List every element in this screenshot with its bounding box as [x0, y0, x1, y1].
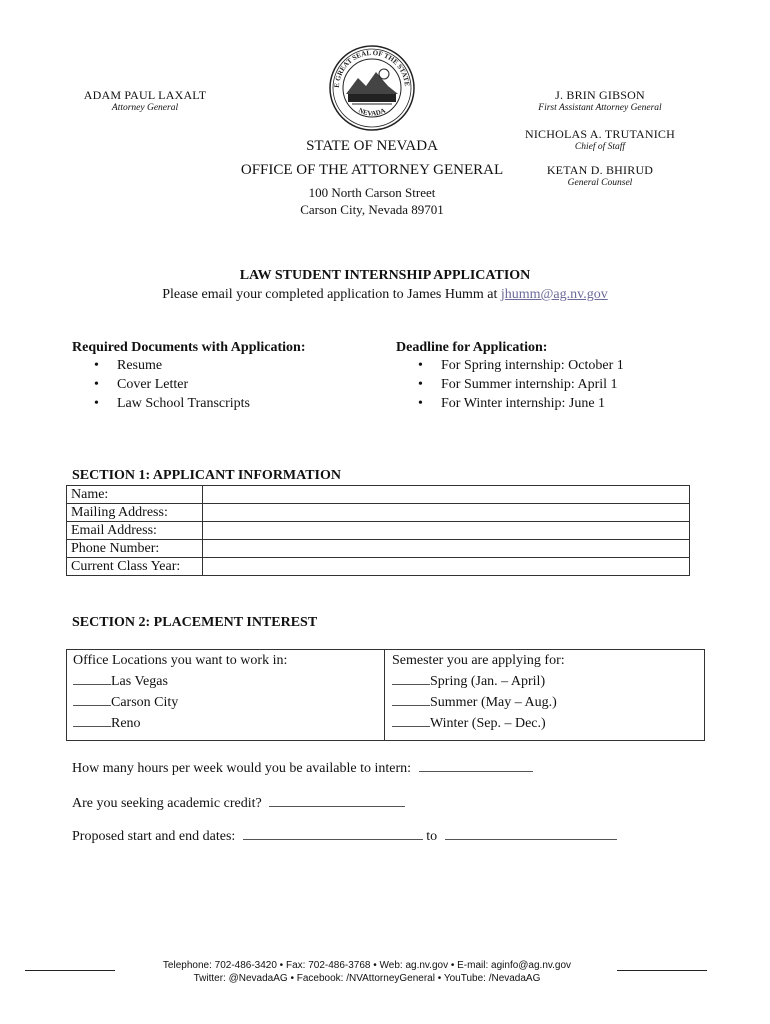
- general-counsel-name: KETAN D. BHIRUD: [546, 163, 654, 177]
- chief-of-staff-name: NICHOLAS A. TRUTANICH: [524, 127, 676, 141]
- office-option-carson-city[interactable]: Carson City: [73, 691, 378, 712]
- field-label: Email Address:: [67, 522, 203, 540]
- footer-contact-line: Telephone: 702-486-3420 • Fax: 702-486-3768 • Web: ag.nv.gov • E-mail: aginfo@ag.nv.gov: [162, 960, 572, 971]
- first-assistant-title: First Assistant Attorney General: [538, 103, 662, 113]
- field-label: Phone Number:: [67, 540, 203, 558]
- application-instruction: Please email your completed application to James Humm at: [162, 287, 498, 302]
- chief-of-staff-title: Chief of Staff: [574, 142, 626, 152]
- chief-of-staff-block: [520, 127, 680, 152]
- semester-option-winter[interactable]: Winter (Sep. – Dec.): [392, 712, 698, 733]
- general-counsel-block: [520, 163, 680, 188]
- semester-option-spring[interactable]: Spring (Jan. – April): [392, 670, 698, 691]
- deadline: [396, 340, 696, 413]
- semester-heading: Semester you are applying for:: [392, 653, 565, 668]
- placement-interest-box: [66, 649, 705, 741]
- footer-rule-right: [617, 970, 707, 971]
- hours-blank[interactable]: [419, 757, 533, 772]
- field-label: Mailing Address:: [67, 504, 203, 522]
- first-assistant-name: J. BRIN GIBSON: [555, 88, 645, 102]
- attorney-general-title: Attorney General: [111, 103, 179, 113]
- table-row: [67, 558, 690, 576]
- mailing-address-field[interactable]: [203, 504, 690, 522]
- footer-rule-left: [25, 970, 115, 971]
- list-item: • Law School Transcripts: [72, 394, 372, 413]
- address-line-2: Carson City, Nevada 89701: [300, 202, 444, 217]
- required-documents: [72, 340, 372, 413]
- list-item: • For Summer internship: April 1: [396, 375, 696, 394]
- svg-text:NEVADA: [357, 106, 387, 117]
- list-item: • For Spring internship: October 1: [396, 356, 696, 375]
- semester-column: [386, 650, 704, 740]
- address-line-1: 100 North Carson Street: [308, 185, 436, 200]
- dates-to-label: to: [426, 829, 438, 844]
- first-assistant-block: [520, 88, 680, 113]
- email-address-field[interactable]: [203, 522, 690, 540]
- phone-number-field[interactable]: [203, 540, 690, 558]
- credit-blank[interactable]: [269, 792, 405, 807]
- email-link[interactable]: jhumm@ag.nv.gov: [500, 287, 608, 302]
- application-title: LAW STUDENT INTERNSHIP APPLICATION: [239, 268, 531, 283]
- start-date-blank[interactable]: [243, 825, 423, 840]
- end-date-blank[interactable]: [445, 825, 617, 840]
- semester-option-summer[interactable]: Summer (May – Aug.): [392, 691, 698, 712]
- name-field[interactable]: [203, 486, 690, 504]
- field-label: Name:: [67, 486, 203, 504]
- credit-question-line: [72, 792, 405, 812]
- attorney-general-block: [70, 88, 220, 113]
- section1-heading: SECTION 1: APPLICANT INFORMATION: [72, 468, 342, 483]
- required-documents-heading: Required Documents with Application:: [72, 340, 306, 355]
- office-heading: OFFICE OF THE ATTORNEY GENERAL: [240, 162, 504, 178]
- attorney-general-name: ADAM PAUL LAXALT: [83, 88, 207, 102]
- application-instruction-line: [85, 287, 685, 303]
- table-row: [67, 486, 690, 504]
- applicant-info-table: [66, 485, 690, 576]
- table-row: [67, 522, 690, 540]
- office-locations-column: [67, 650, 385, 740]
- state-heading: STATE OF NEVADA: [306, 138, 438, 154]
- deadline-heading: Deadline for Application:: [396, 340, 548, 355]
- section2-heading: SECTION 2: PLACEMENT INTEREST: [72, 615, 318, 630]
- dates-question: Proposed start and end dates:: [72, 829, 236, 844]
- credit-question: Are you seeking academic credit?: [72, 796, 262, 811]
- footer-social-line: Twitter: @NevadaAG • Facebook: /NVAttorneyGeneral • YouTube: /NevadaAG: [193, 973, 541, 984]
- dates-question-line: [72, 825, 617, 845]
- list-item: • Resume: [72, 356, 372, 375]
- hours-question: How many hours per week would you be available to intern:: [72, 761, 412, 776]
- table-row: [67, 540, 690, 558]
- office-locations-heading: Office Locations you want to work in:: [73, 653, 288, 668]
- hours-question-line: [72, 757, 533, 777]
- list-item: • For Winter internship: June 1: [396, 394, 696, 413]
- class-year-field[interactable]: [203, 558, 690, 576]
- seal-ring-text: E GREAT SEAL OF THE STATE: [332, 48, 412, 88]
- office-option-las-vegas[interactable]: Las Vegas: [73, 670, 378, 691]
- state-seal: [328, 44, 416, 132]
- general-counsel-title: General Counsel: [567, 178, 633, 188]
- list-item: • Cover Letter: [72, 375, 372, 394]
- seal-state-text: NEVADA: [357, 106, 387, 118]
- office-option-reno[interactable]: Reno: [73, 712, 378, 733]
- table-row: [67, 504, 690, 522]
- field-label: Current Class Year:: [67, 558, 203, 576]
